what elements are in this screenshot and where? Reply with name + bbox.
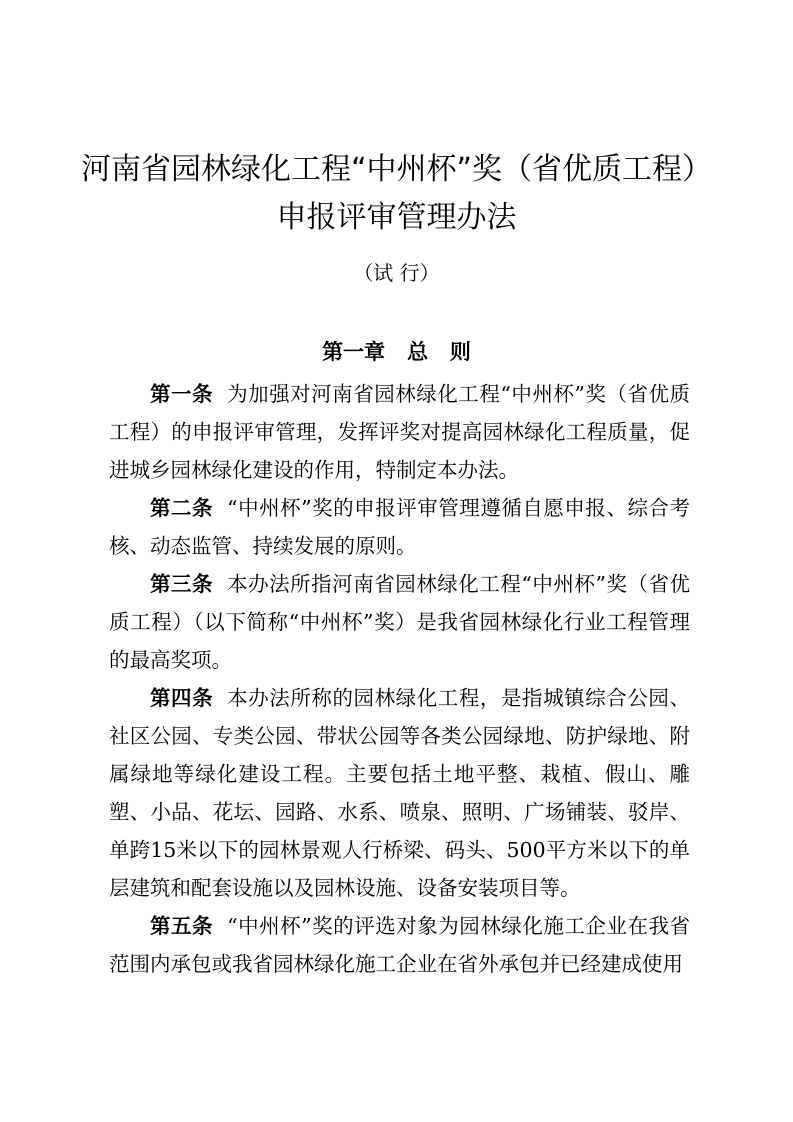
article-label: 第四条 [150,686,214,710]
document-title-line1: 河南省园林绿化工程“中州杯”奖（省优质工程） [80,152,713,187]
article-label: 第二条 [150,496,214,520]
article-label: 第三条 [150,572,214,596]
article-5 [109,907,690,983]
document-title-line2: 申报评审管理办法 [276,200,517,235]
article-1 [109,375,690,489]
article-text: 为加强对河南省园林绿化工程“中州杯”奖（省优质工程）的申报评审管理，发挥评奖对提高园林绿化工程质量，促进城乡园林绿化建设的作用，特制定本办法。 [109,382,691,482]
article-3 [109,565,690,679]
article-text: 本办法所称的园林绿化工程，是指城镇综合公园、社区公园、专类公园、带状公园等各类公园绿地、防护绿地、附属绿地等绿化建设工程。主要包括土地平整、栽植、假山、雕塑、小品、花坛、园路、水系、喷泉、照明、广场铺装、驳岸、单跨15米以下的园林景观人行桥梁、码头、500平方米以下的单层建筑和配套设施以及园林设施、设备安装项目等。 [109,686,690,900]
chapter-heading: 第一章 总 则 [322,340,471,364]
article-2 [109,489,690,565]
article-label: 第五条 [150,914,214,938]
article-text: 本办法所指河南省园林绿化工程“中州杯”奖（省优质工程）（以下简称“中州杯”奖）是我省园林绿化行业工程管理的最高奖项。 [109,572,691,672]
document-subtitle: （试 行） [353,261,440,285]
article-text: “中州杯”奖的评选对象为园林绿化施工企业在我省范围内承包或我省园林绿化施工企业在省外承包并已经建成使用 [109,914,691,976]
article-text: “中州杯”奖的申报评审管理遵循自愿申报、综合考核、动态监管、持续发展的原则。 [109,496,691,558]
article-label: 第一条 [150,382,214,406]
article-4 [109,679,690,907]
document-body [109,375,690,983]
